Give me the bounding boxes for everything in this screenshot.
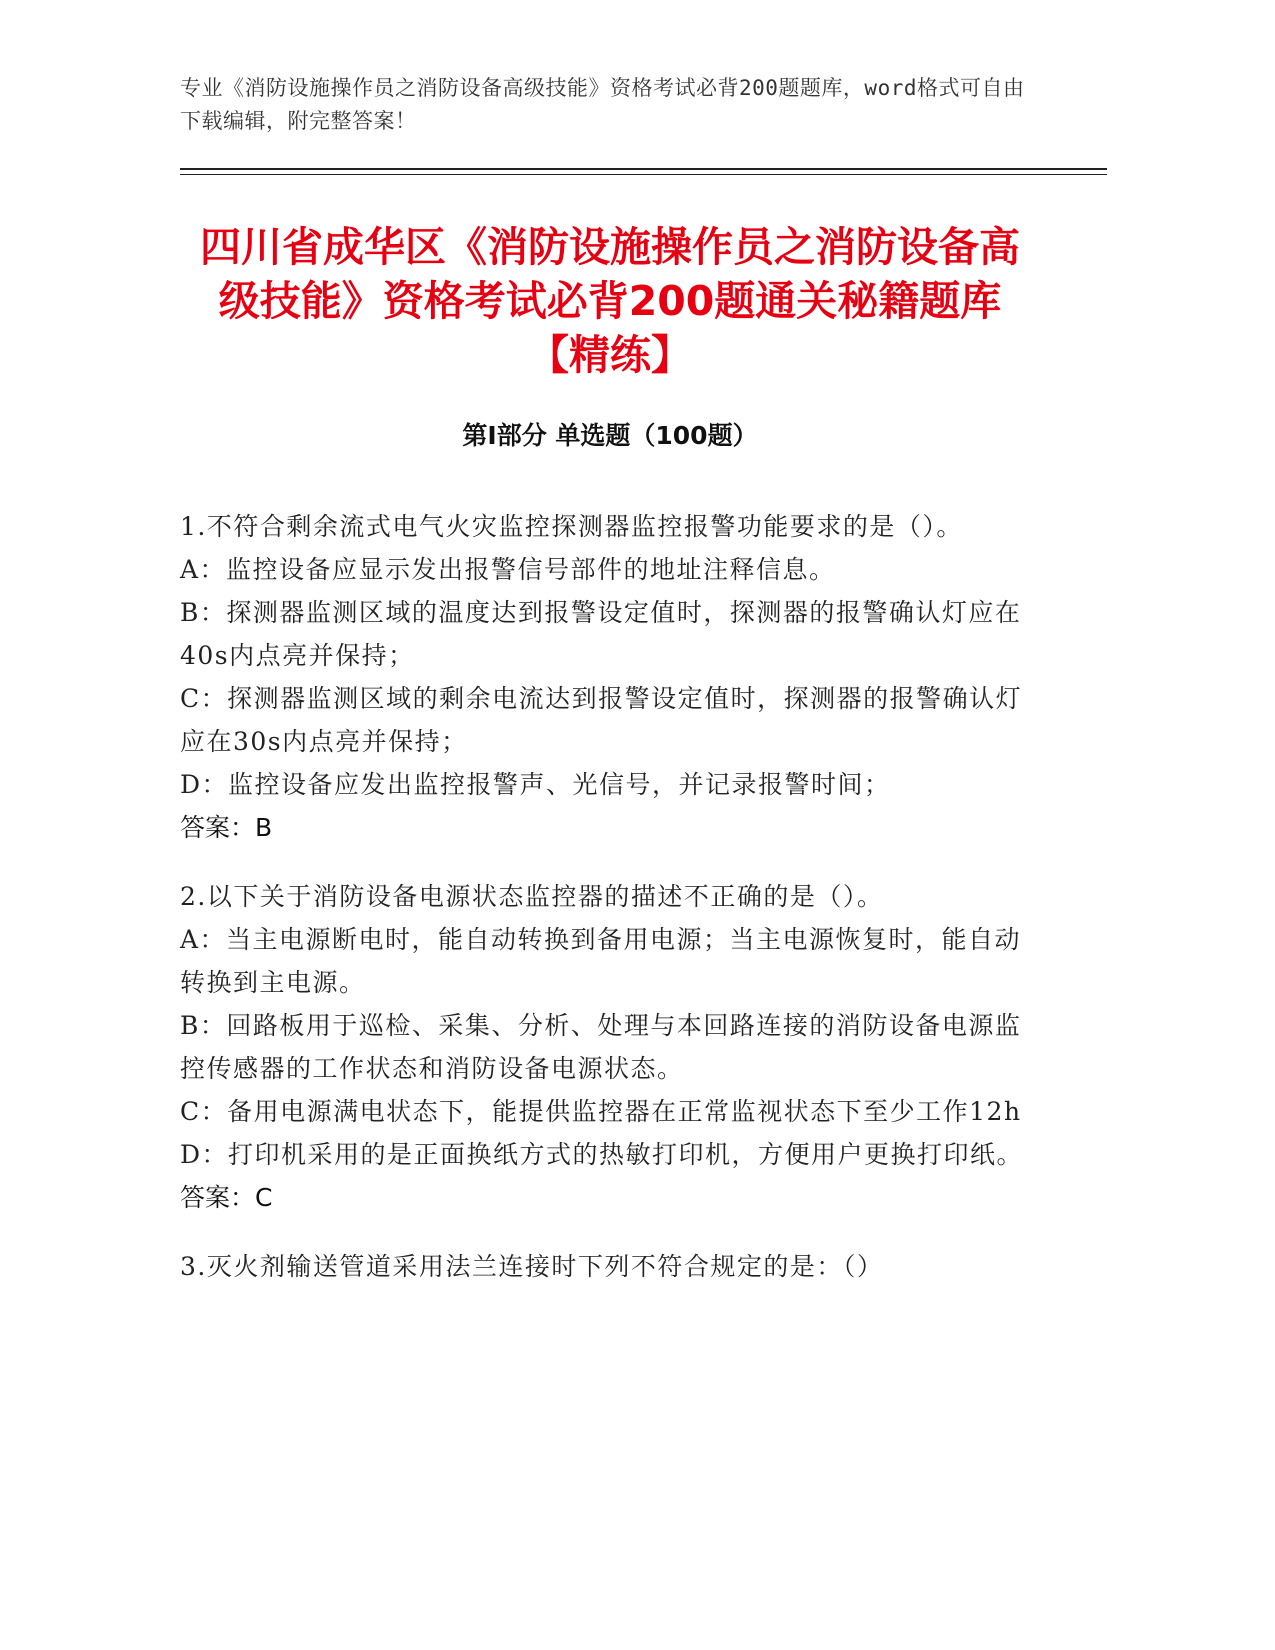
answer: 答案：B (180, 813, 273, 842)
header-rule-thin (180, 174, 1107, 175)
document-title: 四川省成华区《消防设施操作员之消防设备高级技能》资格考试必背200题通关秘籍题库【精练】 (200, 223, 1020, 379)
question-3 (180, 1245, 1042, 1288)
question-stem: 2.以下关于消防设备电源状态监控器的描述不正确的是（）。 (180, 882, 884, 911)
question-stem: 1.不符合剩余流式电气火灾监控探测器监控报警功能要求的是（）。 (180, 512, 963, 541)
question-2 (180, 875, 1042, 1219)
header-note: 专业《消防设施操作员之消防设备高级技能》资格考试必背200题题库，word格式可自由下载编辑，附完整答案！ (180, 76, 1025, 133)
option-d: D：打印机采用的是正面换纸方式的热敏打印机，方便用户更换打印纸。 (180, 1140, 1024, 1169)
option-c: C：探测器监测区域的剩余电流达到报警设定值时，探测器的报警确认灯应在30s内点亮并保持； (180, 684, 1023, 756)
question-list (180, 505, 1042, 1314)
option-c: C：备用电源满电状态下，能提供监控器在正常监视状态下至少工作12h (180, 1097, 1022, 1126)
option-a: A：监控设备应显示发出报警信号部件的地址注释信息。 (180, 555, 836, 584)
option-a: A：当主电源断电时，能自动转换到备用电源；当主电源恢复时，能自动转换到主电源。 (180, 925, 1022, 997)
header-rule-thick (180, 168, 1107, 170)
question-1 (180, 505, 1042, 849)
question-stem: 3.灭火剂输送管道采用法兰连接时下列不符合规定的是：（） (180, 1252, 884, 1281)
answer: 答案：C (180, 1183, 273, 1212)
option-b: B：回路板用于巡检、采集、分析、处理与本回路连接的消防设备电源监控传感器的工作状态和消防设备电源状态。 (180, 1011, 1022, 1083)
option-b: B：探测器监测区域的温度达到报警设定值时，探测器的报警确认灯应在40s内点亮并保持； (180, 598, 1022, 670)
option-d: D：监控设备应发出监控报警声、光信号，并记录报警时间； (180, 770, 891, 799)
section-title: 第Ⅰ部分 单选题（100题） (462, 421, 758, 450)
